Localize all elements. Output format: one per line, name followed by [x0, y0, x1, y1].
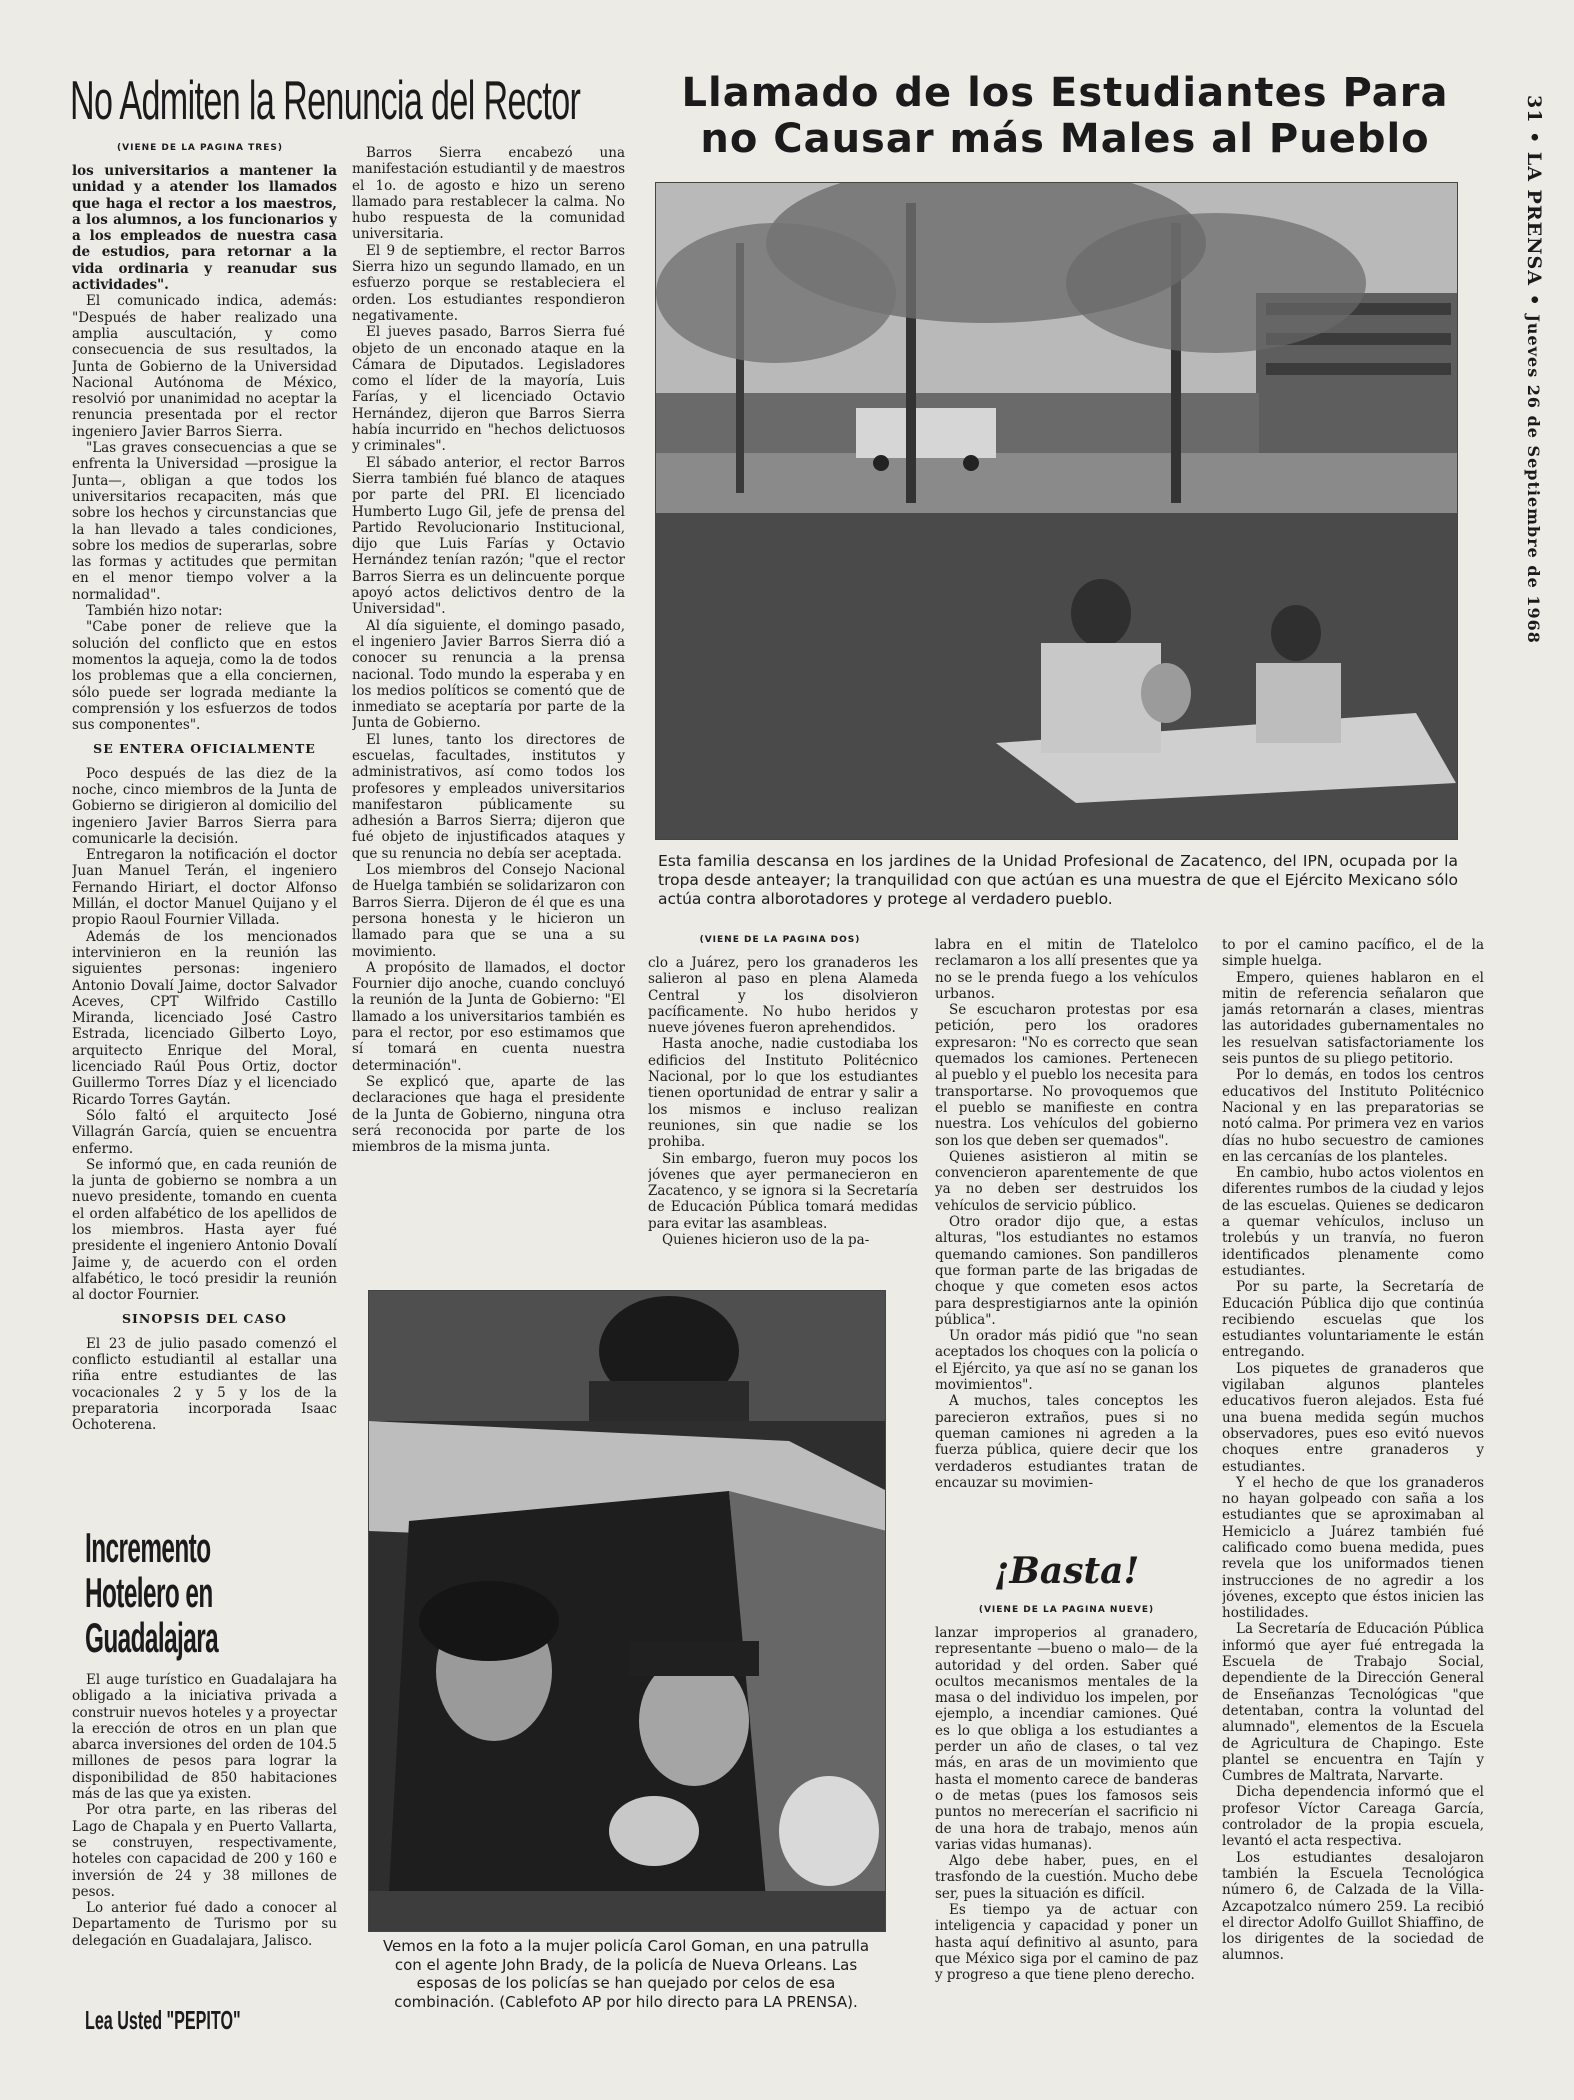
paragraph: Lo anterior fué dado a conocer al Departamento de Turismo por su delegación en Guadalajara, Jalisco. — [72, 1900, 337, 1949]
photo-family-zacatenco — [655, 182, 1458, 840]
paragraph: Entregaron la notificación el doctor Juan Manuel Terán, el ingeniero Fernando Hiriart, el doctor Alfonso Millán, el doctor Manuel Quijano y el propio Raoul Fournier Villada. — [72, 847, 337, 929]
paragraph: El sábado anterior, el rector Barros Sierra también fué blanco de ataques por parte del PRI. El licenciado Humberto Lugo Gil, jefe de prensa del Partido Revolucionario Institucional, dijo que Luis Farías y Octavio Hernández tenían razón; "que el rector Barros Sierra es un delincuente porque apoyó actos delictivos dentro de la Universidad". — [352, 454, 625, 618]
students-column-b — [935, 937, 1198, 1534]
paragraph: Los piquetes de granaderos que vigilaban algunos planteles educativos fueron alejados. Esta fué una buena medida según muchos observadores, pues eso evitó nuevos choques entre granaderos y estudiantes. — [1222, 1360, 1484, 1475]
subheading: SE ENTERA OFICIALMENTE — [93, 741, 316, 757]
publication-name: LA PRENSA — [1523, 151, 1545, 286]
paragraph: Sólo faltó el arquitecto José Villagrán García, quien se encuentra enfermo. — [72, 1107, 337, 1157]
paragraph: El jueves pasado, Barros Sierra fué objeto de un enconado ataque en la Cámara de Diputados. Legisladores como el líder de la mayoría, Luis Farías, y el licenciado Octavio Hernández, dijeron que Barros Sierra había incurrido en "hechos delictuosos y criminales". — [352, 324, 625, 455]
paragraph: El 23 de julio pasado comenzó el conflicto estudiantil al estallar una riña entre estudiantes de las vocacionales 2 y 5 y los de la preparatoria incorporada Isaac Ochoterena. — [72, 1335, 337, 1434]
students-headline-line1: Llamado de los Estudiantes Para — [681, 70, 1449, 116]
paragraph: Sin embargo, fueron muy pocos los jóvenes que ayer permanecieron en Zacatenco, y se ignora si la Secretaría de Educación Pública tomará medidas para evitar las asambleas. — [648, 1150, 918, 1232]
paragraph: Un orador más pidió que "no sean aceptados los choques con la policía o el Ejército, ya que así no se ganan los movimientos". — [935, 1328, 1198, 1394]
paragraph: Y el hecho de que los granaderos no hayan golpeado con saña a los estudiantes que se aproximaban al Hemiciclo a Juárez también fué calificado como buena medida, pues revela que los uniformados tienen instrucciones de no agredir a los jóvenes, excepto que éstos inicien las hostilidades. — [1222, 1474, 1484, 1622]
paragraph: En cambio, hubo actos violentos en diferentes rumbos de la ciudad y lejos de las escuelas. Quienes se dedicaron a quemar vehículos, incluso un trolebús y un tranvía, no fueron identificados plenamente como estudiantes. — [1222, 1165, 1484, 1279]
paragraph: Por su parte, la Secretaría de Educación Pública dijo que continúa recibiendo escuelas que los estudiantes voluntariamente le están entregando. — [1222, 1279, 1484, 1361]
students-headline — [655, 70, 1475, 162]
rector-col1-part-a — [72, 163, 337, 733]
photo-police-caption: Vemos en la foto a la mujer policía Carol Goman, en una patrulla con el agente John Brady, de la policía de Nueva Orleans. Las esposas de los policías se han quejado por celos de esa combinación. (Cablefoto AP por hilo directo para LA PRENSA). — [382, 1937, 870, 2011]
paragraph: to por el camino pacífico, el de la simple huelga. — [1222, 937, 1484, 970]
basta-body — [935, 1625, 1198, 2045]
paragraph: Quienes hicieron uso de la pa- — [662, 1232, 870, 1249]
paragraph: Los miembros del Consejo Nacional de Huelga también se solidarizaron con Barros Sierra. Dijeron de él que es una persona honesta y le hicieron un llamado para que se una a su movimiento. — [352, 862, 625, 960]
issue-date: Jueves 26 de Septiembre de 1968 — [1524, 314, 1543, 644]
students-column-c — [1222, 937, 1484, 2037]
paragraph: Algo debe haber, pues, en el trasfondo de la cuestión. Mucho debe ser, pues la situación es difícil. — [935, 1853, 1198, 1902]
paragraph: A propósito de llamados, el doctor Fournier dijo anoche, cuando concluyó la reunión de la Junta de Gobierno: "El llamado a los universitarios también es para el rector, por eso estimamos que sí tomará en cuenta nuestra determinación". — [352, 959, 625, 1074]
basta-headline: ¡Basta! — [993, 1550, 1140, 1592]
paragraph: El auge turístico en Guadalajara ha obligado a la iniciativa privada a construir nuevos hoteles y a proyectar la erección de otros en un plan que abarca inversiones del orden de 104.5 millones de pesos para lograr la disponibilidad de 850 habitaciones más de las que ya existen. — [72, 1672, 337, 1803]
hotel-headline — [85, 1525, 325, 1660]
paragraph: A muchos, tales conceptos les parecieron extraños, pues si no queman camiones ni agreden a la fuerza pública, quiere decir que los verdaderos estudiantes tratan de encauzar su movimien- — [935, 1393, 1198, 1491]
paragraph: Poco después de las diez de la noche, cinco miembros de la Junta de Gobierno se dirigieron al domicilio del ingeniero Javier Barros Sierra para comunicarle la decisión. — [72, 765, 337, 847]
paragraph: Barros Sierra encabezó una manifestación estudiantil y de maestros el 1o. de agosto e hizo un sereno llamado para restablecer la calma. No hubo respuesta de la comunidad universitaria. — [352, 145, 625, 243]
paragraph: Además de los mencionados intervinieron en la reunión las siguientes personas: ingeniero Antonio Dovalí Jaime, doctor Salvador Aceves, CPT Wilfrido Castillo Miranda, licenciado José Castro Estrada, licenciado Gilberto Loyo, arquitecto Enrique del Moral, licenciado Raúl Pous Ortiz, doctor Guillermo Torres Díaz y el licenciado Ricardo Torres Gaytán. — [72, 928, 337, 1108]
hotel-headline-line: Incremento — [85, 1524, 211, 1571]
subheading: SINOPSIS DEL CASO — [122, 1311, 287, 1327]
photo-family-caption: Esta familia descansa en los jardines de la Unidad Profesional de Zacatenco, del IPN, ocupada por la tropa desde anteayer; la tranquilidad con que actúan es una muestra de que el Ejército Mexicano sólo actúa contra alborotadores y protege al verdadero pueblo. — [658, 852, 1458, 908]
paragraph: "Las graves consecuencias a que se enfrenta la Universidad —prosigue la Junta—, obligan a que todos los universitarios recapaciten, más que sobre los hechos y circunstancias que la han llevado a tales condiciones, sobre los medios de superarlas, sobre las formas y actitudes que permitan en el menor tiempo volver a la normalidad". — [72, 440, 337, 603]
paragraph: El comunicado indica, además: "Después de haber realizado una amplia auscultación, y como consecuencia de sus resultados, la Junta de Gobierno de la Universidad Nacional Autónoma de México, resolvió por unanimidad no aceptar la renuncia presentada por el rector ingeniero Javier Barros Sierra. — [72, 293, 337, 440]
hotel-headline-line: Hotelero en — [85, 1569, 213, 1616]
rector-continued-note: (VIENE DE LA PAGINA TRES) — [117, 143, 283, 153]
paragraph: La Secretaría de Educación Pública informó que ayer fué entregada la Escuela de Trabajo Social, dependiente de la Dirección General de Enseñanzas Tecnológicas "que detentaban, contra la voluntad del alumnado", elementos de la Escuela de Agricultura de Chapingo. Este plantel se encuentra en Tajín y Cumbres de Maltrata, Narvarte. — [1222, 1621, 1484, 1785]
paragraph: Es tiempo ya de actuar con inteligencia y capacidad y poner un hasta aquí definitivo al asunto, para que México siga por el camino de paz y progreso a que tiene pleno derecho. — [935, 1902, 1198, 1984]
paragraph: clo a Juárez, pero los granaderos les salieron al paso en plena Alameda Central y los disolvieron pacíficamente. No hubo heridos y nueve jóvenes fueron aprehendidos. — [648, 955, 918, 1037]
rector-headline: No Admiten la Renuncia del Rector — [70, 69, 581, 131]
pepito-promo: Lea Usted "PEPITO" — [85, 2005, 241, 2035]
rector-column-1 — [72, 163, 337, 1488]
paragraph: los universitarios a mantener la unidad y a atender los llamados que haga el rector a los maestros, a los alumnos, a los funcionarios y a los empleados de nuestra casa de estudios, para retornar a la vida ordinaria y reanudar sus actividades". — [72, 163, 337, 294]
paragraph: Empero, quienes hablaron en el mitin de referencia señalaron que jamás retornarán a clases, mientras las autoridades gubernamentales no les resuelvan satisfactoriamente los seis puntos de su pliego petitorio. — [1222, 969, 1484, 1068]
paragraph: Otro orador dijo que, a estas alturas, "los estudiantes no estamos quemando camiones. Son pandilleros que forman parte de las brigadas de choque y que cometen esos actos para desprestigiarnos ante la opinión pública". — [935, 1214, 1198, 1328]
photo-police-image — [369, 1291, 886, 1932]
paragraph: Se explicó que, aparte de las declaraciones que haga el presidente de la Junta de Gobierno, ninguna otra será reconocida por parte de los miembros de la misma junta. — [352, 1073, 625, 1156]
photo-family-image — [656, 183, 1458, 840]
paragraph: lanzar improperios al granadero, representante —bueno o malo— de la autoridad y del orden. Saber qué ocultos mecanismos mentales de la masa o del individuo los impelen, por ejemplo, a incendiar camiones. Qué es lo que obliga a los estudiantes a perder un año de clases, o tal vez más, en aras de un movimiento que hasta el momento carece de banderas o de metas (pues los famosos seis puntos no merecerían el sacrificio ni de una hora de trabajo, menos aún varias vidas humanas). — [935, 1625, 1198, 1853]
students-column-a — [648, 955, 918, 1280]
paragraph: labra en el mitin de Tlatelolco reclamaron a los allí presentes que ya no se le prenda fuego a los vehículos urbanos. — [935, 937, 1198, 1002]
paragraph: Se escucharon protestas por esa petición, pero los oradores expresaron: "No es correcto que sean quemados los camiones. Pertenecen al pueblo y el pueblo los necesita para transportarse. No provoquemos que el pueblo se manifieste en contra nuestra. Los vehículos del gobierno son los que deben ser quemados". — [935, 1002, 1198, 1149]
paragraph: Quienes asistieron al mitin se convencieron aparentemente de que ya no deben ser destruidos los vehículos de servicio público. — [935, 1148, 1198, 1214]
paragraph: También hizo notar: — [86, 603, 223, 620]
paragraph: Dicha dependencia informó que el profesor Víctor Careaga García, controlador de la propia escuela, levantó el acta respectiva. — [1222, 1784, 1484, 1850]
hotel-body — [72, 1672, 337, 1972]
page-number: 31 — [1523, 95, 1545, 124]
paragraph: Se informó que, en cada reunión de la junta de gobierno se nombra a un nuevo presidente, tomando en cuenta el orden alfabético de los apellidos de los miembros. Hasta ayer fué presidente el ingeniero Antonio Dovalí Jaime y, de acuerdo con el orden alfabético, le tocó presidir la reunión al doctor Fournier. — [72, 1156, 337, 1304]
students-headline-line2: no Causar más Males al Pueblo — [700, 116, 1430, 162]
paragraph: El 9 de septiembre, el rector Barros Sierra hizo un segundo llamado, en un esfuerzo porque se restableciera el orden. Los estudiantes respondieron negativamente. — [352, 242, 625, 324]
basta-continued-note: (VIENE DE LA PAGINA NUEVE) — [978, 1605, 1155, 1615]
rector-col1-part-c — [72, 1336, 337, 1434]
hotel-headline-line: Guadalajara — [85, 1614, 219, 1661]
students-continued-note: (VIENE DE LA PAGINA DOS) — [699, 935, 861, 945]
rector-col1-part-b — [72, 766, 337, 1304]
rector-column-2 — [352, 145, 625, 1280]
paragraph: Por lo demás, en todos los centros educativos del Instituto Politécnico Nacional y en las preparatorias se notó calma. Por primera vez en varios días no hubo secuestro de camiones en las cercanías de los planteles. — [1222, 1067, 1484, 1165]
photo-police-patrol — [368, 1290, 886, 1932]
paragraph: Al día siguiente, el domingo pasado, el ingeniero Javier Barros Sierra dió a conocer su renuncia a la prensa nacional. Todo mundo la esperaba y en los medios políticos se comentó que de inmediato se aceptaría por parte de la Junta de Gobierno. — [352, 617, 625, 732]
paragraph: Hasta anoche, nadie custodiaba los edificios del Instituto Politécnico Nacional, por lo que los estudiantes tienen oportunidad de entrar y salir a los mismos e incluso realizan reuniones, sin que nadie se los prohiba. — [648, 1036, 918, 1151]
side-masthead: 31 • LA PRENSA • Jueves 26 de Septiembre de 1968 — [1523, 95, 1545, 644]
paragraph: Los estudiantes desalojaron también la Escuela Tecnológica número 6, de Calzada de la Villa-Azcapotzalco número 259. La recibió el director Adolfo Guillot Shiaffino, de los dirigentes de la sociedad de alumnos. — [1222, 1849, 1484, 1964]
paragraph: Por otra parte, en las riberas del Lago de Chapala y en Puerto Vallarta, se construyen, respectivamente, hoteles con capacidad de 200 y 160 e inversión de 24 y 38 millones de pesos. — [72, 1802, 337, 1900]
paragraph: El lunes, tanto los directores de escuelas, facultades, institutos y administrativos, así como todos los profesores y empleados universitarios manifestaron públicamente su adhesión a Barros Sierra; dijeron que fué objeto de injustificados ataques y que su renuncia no debía ser aceptada. — [352, 731, 625, 862]
paragraph: "Cabe poner de relieve que la solución del conflicto que en estos momentos la aqueja, como la de todos los problemas que a ella conciernen, sólo puede ser lograda mediante la comprensión y los esfuerzos de todos sus componentes". — [72, 619, 337, 734]
